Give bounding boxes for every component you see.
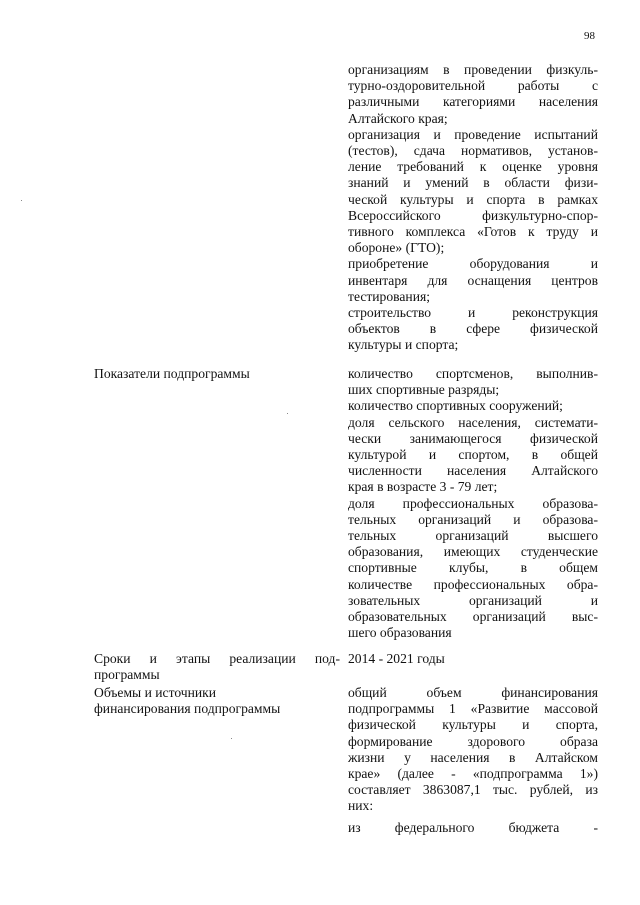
indicator-line: образования, имеющих студенческие	[348, 544, 598, 560]
page-number: 98	[584, 30, 595, 42]
indicator-line: доля сельского населения, системати-	[348, 414, 598, 430]
terms-label	[94, 651, 340, 683]
funding-text	[348, 685, 598, 815]
terms-label-line: программы	[94, 667, 160, 683]
funding-label-line: Объемы и источники	[94, 685, 217, 700]
indicator-line: доля профессиональных образова-	[348, 495, 598, 511]
text-line: Всероссийского физкультурно-спор-	[348, 207, 598, 223]
text-line: объектов в сфере физической	[348, 321, 598, 337]
funding-line: них:	[348, 798, 374, 814]
funding-line: составляет 3863087,1 тыс. рублей, из	[348, 782, 598, 798]
terms-label-line: Сроки и этапы реализации под-	[94, 651, 340, 666]
funding-label-line: финансирования подпрограммы	[94, 701, 281, 717]
funding-line: формирование здорового образа	[348, 733, 598, 749]
indicator-line: численности населения Алтайского	[348, 463, 598, 479]
text-line: ческой культуры и спорта в рамках	[348, 191, 598, 207]
indicators-label	[94, 366, 340, 382]
text-line: приобретение оборудования и	[348, 256, 598, 272]
program-tasks-text	[348, 62, 598, 354]
indicator-line: ших спортивные разряды;	[348, 382, 500, 398]
indicator-line: количество спортивных сооружений;	[348, 398, 563, 414]
text-line: знаний и умений в области физи-	[348, 175, 598, 191]
text-line: ление требований к оценке уровня	[348, 159, 598, 175]
scan-speck	[287, 413, 288, 414]
funding-label	[94, 685, 340, 717]
scan-speck	[21, 200, 22, 201]
text-line: культуры и спорта;	[348, 337, 459, 353]
indicator-line: зовательных организаций и	[348, 592, 598, 608]
indicator-line: спортивные клубы, в общем	[348, 560, 598, 576]
indicator-line: шего образования	[348, 625, 452, 641]
text-line: инвентаря для оснащения центров	[348, 272, 598, 288]
text-line: тивного комплекса «Готов к труду и	[348, 224, 598, 240]
text-line: обороне» (ГТО);	[348, 240, 445, 256]
indicator-line: количество спортсменов, выполнив-	[348, 366, 598, 381]
indicator-line: чески занимающегося физической	[348, 430, 598, 446]
terms-value-text: 2014 - 2021 годы	[348, 651, 445, 666]
indicator-line: края в возрасте 3 - 79 лет;	[348, 479, 498, 495]
terms-value	[348, 651, 598, 667]
text-line: (тестов), сдача нормативов, установ-	[348, 143, 598, 159]
indicator-line: тельных организаций высшего	[348, 528, 598, 544]
indicator-line: культурой и спортом, в общей	[348, 447, 598, 463]
text-line: Алтайского края;	[348, 110, 448, 126]
funding-line: общий объем финансирования	[348, 685, 598, 700]
funding-line: жизни у населения в Алтайском	[348, 749, 598, 765]
indicator-line: количестве профессиональных обра-	[348, 576, 598, 592]
text-line: тестирования;	[348, 288, 431, 304]
text-line: различными категориями населения	[348, 94, 598, 110]
scan-speck	[231, 738, 232, 739]
funding-line: подпрограммы 1 «Развитие массовой	[348, 701, 598, 717]
funding-line: крае» (далее - «подпрограмма 1»)	[348, 766, 598, 782]
indicator-line: образовательных организаций выс-	[348, 609, 598, 625]
funding-federal	[348, 820, 598, 836]
indicator-line: тельных организаций и образова-	[348, 511, 598, 527]
indicators-label-text: Показатели подпрограммы	[94, 366, 250, 381]
text-line: турно-оздоровительной работы с	[348, 78, 598, 94]
funding-line: физической культуры и спорта,	[348, 717, 598, 733]
indicators-text	[348, 366, 598, 641]
text-line: организациям в проведении физкуль-	[348, 62, 598, 77]
text-line: строительство и реконструкция	[348, 305, 598, 321]
text-line: организация и проведение испытаний	[348, 126, 598, 142]
funding-federal-text: из федерального бюджета -	[348, 820, 598, 835]
